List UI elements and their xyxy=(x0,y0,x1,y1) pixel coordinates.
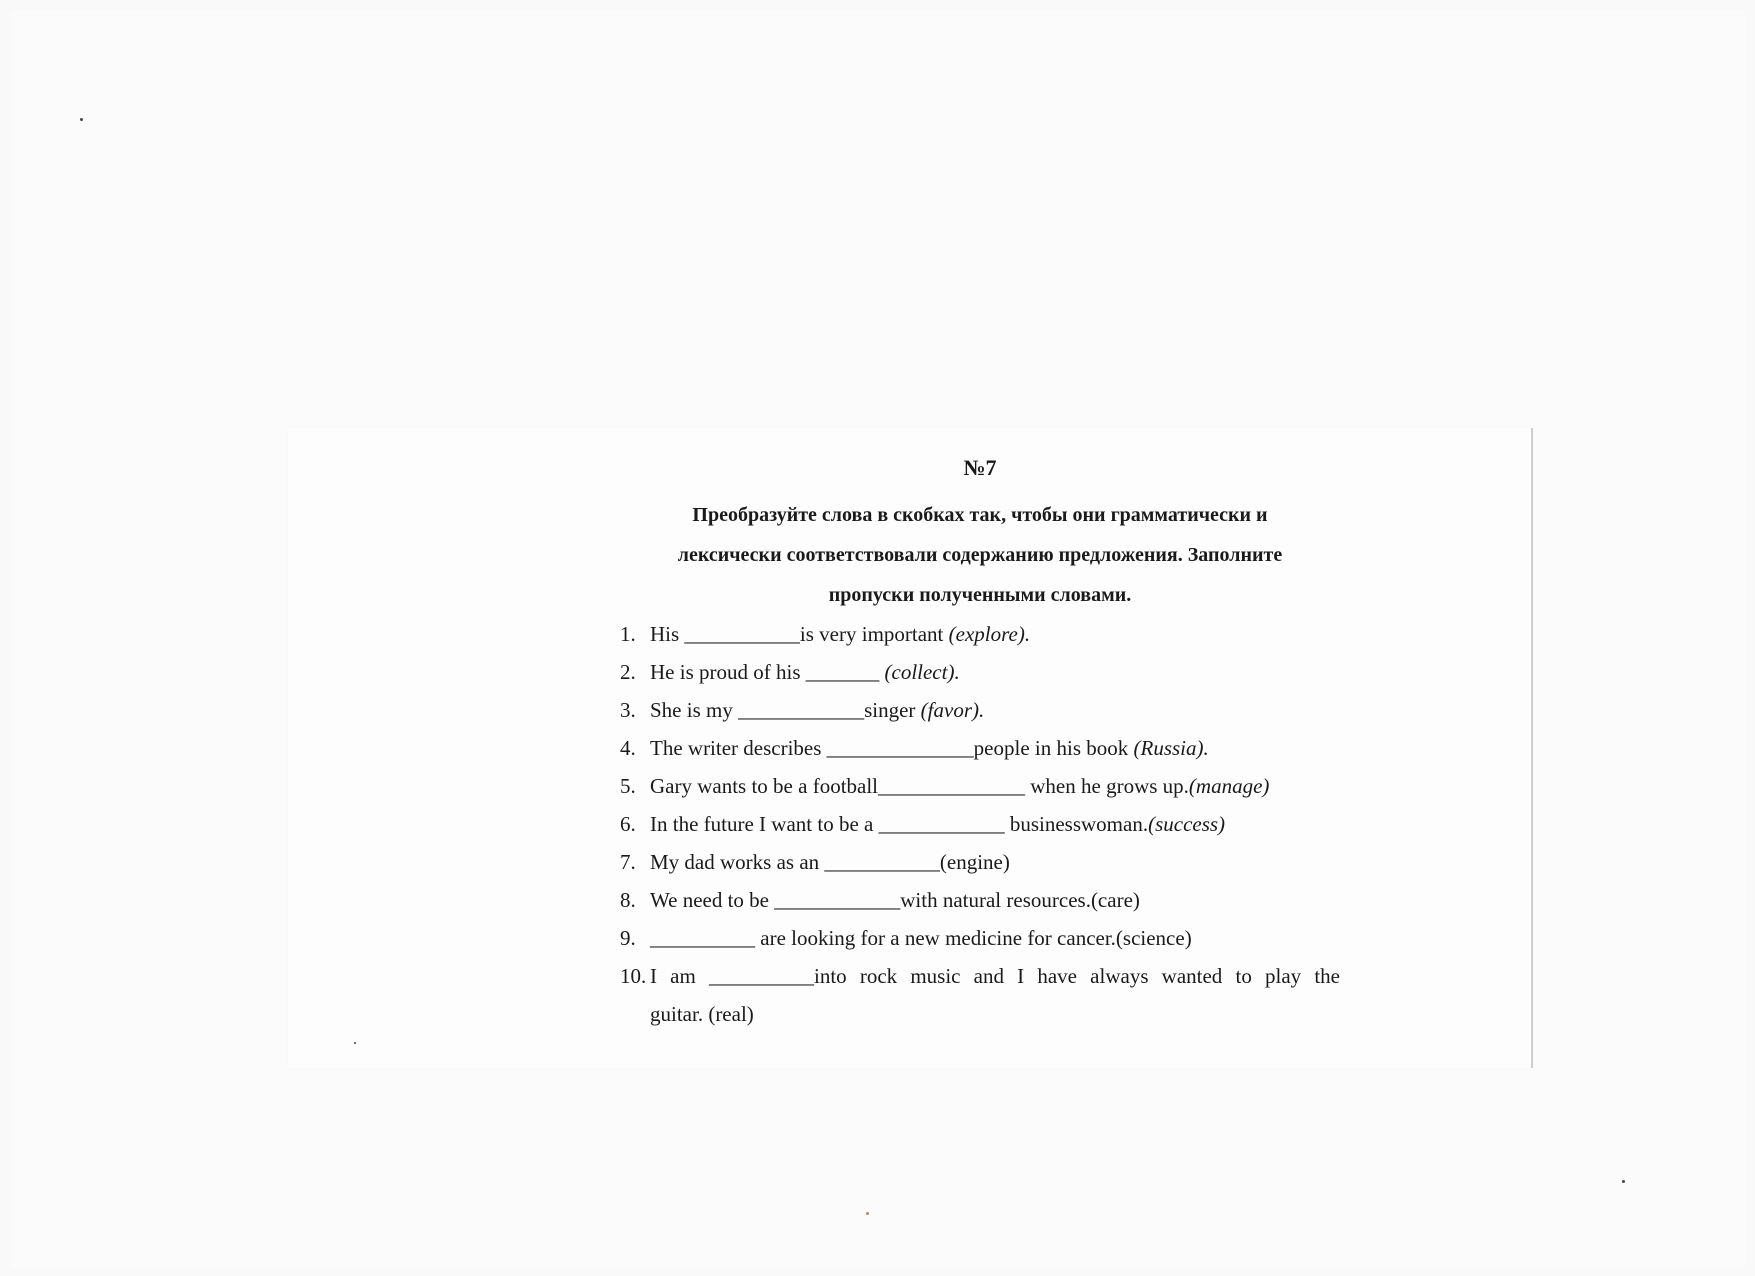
exercise xyxy=(620,455,1340,1033)
item-text xyxy=(650,729,1340,767)
item-first-line xyxy=(620,957,1340,995)
item-number: 5. xyxy=(620,774,636,798)
instruction-line: пропуски полученными словами. xyxy=(828,584,1132,606)
item-number: 9. xyxy=(620,926,636,950)
instruction xyxy=(620,495,1340,615)
item-continuation: guitar. (real) xyxy=(650,1002,754,1026)
item-sentence: I am __________into rock music and I have always wanted to play the xyxy=(650,964,1340,988)
item-number: 3. xyxy=(620,698,636,722)
item-sentence: My dad works as an ___________(engine) xyxy=(650,850,1010,874)
item-number: 1. xyxy=(620,622,636,646)
exercise-item xyxy=(620,843,1340,881)
scan-speck xyxy=(80,118,83,121)
exercise-list xyxy=(620,615,1340,1033)
item-hint: (Russia). xyxy=(1133,736,1209,760)
item-text xyxy=(650,805,1340,843)
exercise-item xyxy=(620,615,1340,653)
item-sentence: He is proud of his _______ xyxy=(650,660,885,684)
exercise-item xyxy=(620,919,1340,957)
scan-speck xyxy=(866,1212,869,1215)
item-sentence: __________ are looking for a new medicine for cancer.(science) xyxy=(650,926,1192,950)
task-number: №7 xyxy=(963,455,997,480)
exercise-item xyxy=(620,691,1340,729)
item-sentence: She is my ____________singer xyxy=(650,698,921,722)
exercise-item xyxy=(620,881,1340,919)
instruction-line: Преобразуйте слова в скобках так, чтобы они грамматически и xyxy=(692,504,1268,526)
item-hint: (collect). xyxy=(884,660,960,684)
item-text xyxy=(650,919,1340,957)
item-text xyxy=(650,615,1340,653)
instruction-line: лексически соответствовали содержанию предложения. Заполните xyxy=(677,544,1283,566)
exercise-item xyxy=(620,729,1340,767)
item-sentence: The writer describes ______________people in his book xyxy=(650,736,1134,760)
item-number: 2. xyxy=(620,660,636,684)
item-text xyxy=(650,653,1340,691)
item-number: 8. xyxy=(620,888,636,912)
item-sentence: In the future I want to be a ____________ businesswoman. xyxy=(650,812,1149,836)
item-sentence: We need to be ____________with natural resources.(care) xyxy=(650,888,1140,912)
exercise-item xyxy=(620,957,1340,1033)
item-number: 7. xyxy=(620,850,636,874)
exercise-item xyxy=(620,767,1340,805)
exercise-item xyxy=(620,805,1340,843)
scan-speck xyxy=(1622,1180,1625,1183)
exercise-item xyxy=(620,653,1340,691)
item-text xyxy=(650,691,1340,729)
scan-speck xyxy=(354,1042,356,1044)
item-text xyxy=(650,767,1340,805)
item-number: 4. xyxy=(620,736,636,760)
item-sentence: His ___________is very important xyxy=(650,622,949,646)
item-hint: (manage) xyxy=(1188,774,1270,798)
item-hint: (success) xyxy=(1148,812,1226,836)
item-number: 6. xyxy=(620,812,636,836)
item-number: 10. xyxy=(620,964,647,988)
item-hint: (favor). xyxy=(920,698,985,722)
item-sentence: Gary wants to be a football______________ when he grows up. xyxy=(650,774,1189,798)
item-text xyxy=(650,843,1340,881)
item-hint: (explore). xyxy=(948,622,1031,646)
item-text xyxy=(650,881,1340,919)
